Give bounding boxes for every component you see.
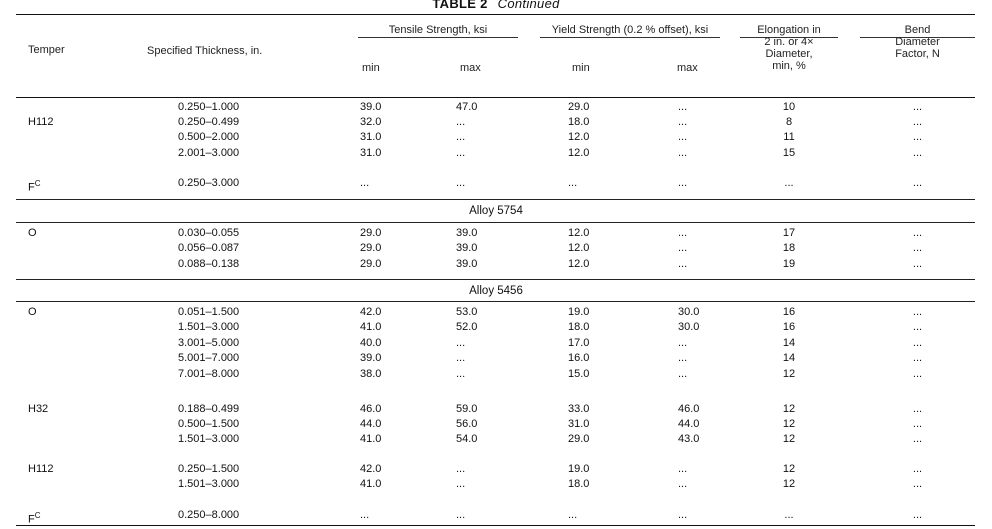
cell-elongation: 17: [782, 227, 796, 239]
cell-yield-min: 18.0: [568, 478, 590, 490]
cell-yield-min: 33.0: [568, 403, 590, 415]
cell-yield-max: ...: [678, 258, 688, 270]
cell-yield-min: ...: [568, 177, 578, 189]
cell-elongation: 10: [782, 101, 796, 113]
temper-value: O: [28, 227, 37, 239]
cell-bend-factor: ...: [912, 177, 923, 189]
yield-underline: [540, 37, 720, 38]
cell-yield-max: 30.0: [678, 306, 700, 318]
temper-label: [28, 463, 53, 476]
cell-yield-max: ...: [678, 147, 688, 159]
cell-yield-min: 16.0: [568, 352, 590, 364]
table-title-continued: Continued: [497, 0, 560, 11]
cell-elongation: 15: [782, 147, 796, 159]
cell-tensile-max: 52.0: [456, 321, 478, 333]
cell-tensile-min: 29.0: [360, 227, 382, 239]
cell-tensile-max: 39.0: [456, 242, 478, 254]
cell-tensile-min: 40.0: [360, 337, 382, 349]
cell-yield-min: 17.0: [568, 337, 590, 349]
cell-bend-factor: ...: [912, 418, 923, 430]
header-yield: Yield Strength (0.2 % offset), ksi: [551, 24, 709, 36]
cell-tensile-max: 59.0: [456, 403, 478, 415]
cell-thickness: 0.500–1.500: [178, 418, 240, 430]
temper-label: [28, 509, 41, 527]
cell-yield-min: 29.0: [568, 433, 590, 445]
cell-yield-max: ...: [678, 177, 688, 189]
cell-elongation: ...: [784, 177, 794, 189]
cell-yield-max: 44.0: [678, 418, 700, 430]
cell-yield-max: 46.0: [678, 403, 700, 415]
cell-thickness: 1.501–3.000: [178, 321, 240, 333]
temper-footnote-marker: C: [34, 511, 41, 520]
cell-yield-max: ...: [678, 242, 688, 254]
cell-yield-min: 31.0: [568, 418, 590, 430]
cell-thickness: 0.500–2.000: [178, 131, 240, 143]
cell-tensile-min: 41.0: [360, 478, 382, 490]
cell-bend-factor: ...: [912, 463, 923, 475]
cell-tensile-max: ...: [456, 352, 466, 364]
cell-yield-min: 12.0: [568, 131, 590, 143]
cell-elongation: 14: [782, 352, 796, 364]
cell-bend-factor: ...: [912, 509, 923, 521]
header-temper: Temper: [28, 44, 65, 56]
cell-thickness: 0.056–0.087: [178, 242, 240, 254]
cell-elongation: 14: [782, 337, 796, 349]
header-elong-line-3: Diameter,: [765, 48, 813, 60]
cell-yield-max: ...: [678, 337, 688, 349]
cell-tensile-min: 41.0: [360, 321, 382, 333]
cell-tensile-min: ...: [360, 509, 370, 521]
cell-tensile-max: 54.0: [456, 433, 478, 445]
header-bend-line-2: Diameter: [895, 36, 940, 48]
cell-yield-max: ...: [678, 509, 688, 521]
cell-tensile-max: 39.0: [456, 227, 478, 239]
cell-tensile-max: ...: [456, 177, 466, 189]
cell-thickness: 0.250–1.500: [178, 463, 240, 475]
cell-yield-max: ...: [678, 368, 688, 380]
temper-value: F: [28, 513, 35, 526]
cell-tensile-max: ...: [456, 463, 466, 475]
cell-elongation: 8: [785, 116, 793, 128]
temper-value: H112: [28, 116, 54, 128]
alloy-heading: Alloy 5754: [469, 205, 523, 217]
cell-elongation: 19: [782, 258, 796, 270]
cell-bend-factor: ...: [912, 258, 923, 270]
cell-yield-max: 30.0: [678, 321, 700, 333]
temper-value: H32: [28, 403, 49, 415]
alloy-heading: Alloy 5456: [469, 285, 523, 297]
cell-yield-max: ...: [678, 101, 688, 113]
cell-bend-factor: ...: [912, 403, 923, 415]
cell-tensile-max: ...: [456, 509, 466, 521]
cell-yield-min: 18.0: [568, 116, 590, 128]
cell-yield-max: 43.0: [678, 433, 700, 445]
cell-tensile-min: 32.0: [360, 116, 382, 128]
table-title: [0, 0, 992, 11]
cell-elongation: 12: [782, 433, 796, 445]
cell-elongation: 12: [782, 368, 796, 380]
cell-thickness: 2.001–3.000: [178, 147, 240, 159]
temper-label: [28, 116, 53, 129]
header-bend-line-3: Factor, N: [895, 48, 940, 60]
cell-tensile-min: 42.0: [360, 463, 382, 475]
cell-bend-factor: ...: [912, 147, 923, 159]
cell-elongation: 12: [782, 403, 796, 415]
cell-yield-max: ...: [678, 131, 688, 143]
cell-tensile-min: 29.0: [360, 258, 382, 270]
cell-thickness: 1.501–3.000: [178, 433, 240, 445]
cell-thickness: 5.001–7.000: [178, 352, 240, 364]
temper-footnote-marker: C: [34, 179, 41, 188]
cell-elongation: 12: [782, 418, 796, 430]
cell-tensile-min: 46.0: [360, 403, 382, 415]
temper-value: O: [28, 306, 37, 318]
cell-tensile-max: ...: [456, 368, 466, 380]
header-bend-line-1: Bend: [904, 24, 931, 36]
cell-tensile-max: ...: [456, 478, 466, 490]
cell-yield-max: ...: [678, 116, 688, 128]
cell-elongation: 11: [783, 131, 795, 143]
header-yield-max: max: [677, 62, 698, 74]
cell-thickness: 7.001–8.000: [178, 368, 240, 380]
cell-yield-max: ...: [678, 227, 688, 239]
cell-tensile-min: ...: [360, 177, 370, 189]
cell-bend-factor: ...: [912, 368, 923, 380]
cell-thickness: 3.001–5.000: [178, 337, 240, 349]
cell-yield-min: 19.0: [568, 463, 590, 475]
cell-tensile-max: 53.0: [456, 306, 478, 318]
cell-tensile-min: 31.0: [360, 147, 382, 159]
header-elongation: [740, 24, 838, 72]
cell-tensile-min: 39.0: [360, 352, 382, 364]
cell-thickness: 0.250–0.499: [178, 116, 240, 128]
section-separator-rule: [16, 279, 975, 280]
cell-yield-min: 18.0: [568, 321, 590, 333]
cell-tensile-min: 42.0: [360, 306, 382, 318]
cell-yield-min: 15.0: [568, 368, 590, 380]
cell-bend-factor: ...: [912, 242, 923, 254]
cell-tensile-min: 41.0: [360, 433, 382, 445]
cell-bend-factor: ...: [912, 131, 923, 143]
cell-yield-min: 12.0: [568, 227, 590, 239]
cell-bend-factor: ...: [912, 478, 923, 490]
header-elong-line-2: 2 in. or 4×: [764, 36, 814, 48]
cell-yield-min: 29.0: [568, 101, 590, 113]
header-bend: [860, 24, 975, 60]
cell-yield-max: ...: [678, 463, 688, 475]
cell-bend-factor: ...: [912, 227, 923, 239]
cell-tensile-max: 39.0: [456, 258, 478, 270]
temper-label: [28, 306, 37, 319]
cell-bend-factor: ...: [912, 337, 923, 349]
cell-bend-factor: ...: [912, 321, 923, 333]
cell-yield-min: 12.0: [568, 258, 590, 270]
header-thickness: Specified Thickness, in.: [147, 45, 263, 57]
cell-tensile-min: 29.0: [360, 242, 382, 254]
cell-thickness: 0.250–1.000: [178, 101, 240, 113]
tensile-underline: [358, 37, 518, 38]
cell-elongation: ...: [784, 509, 794, 521]
cell-bend-factor: ...: [912, 306, 923, 318]
temper-label: [28, 403, 48, 416]
temper-value: F: [28, 181, 35, 194]
cell-tensile-max: 56.0: [456, 418, 478, 430]
temper-label: [28, 227, 37, 240]
cell-tensile-min: 38.0: [360, 368, 382, 380]
cell-yield-min: ...: [568, 509, 578, 521]
cell-tensile-max: ...: [456, 131, 466, 143]
cell-bend-factor: ...: [912, 433, 923, 445]
cell-yield-min: 12.0: [568, 242, 590, 254]
bottom-rule: [16, 525, 975, 526]
cell-bend-factor: ...: [912, 352, 923, 364]
cell-tensile-max: ...: [456, 116, 466, 128]
cell-elongation: 12: [782, 463, 796, 475]
alloy-heading-rule: [16, 222, 975, 223]
header-elong-line-1: Elongation in: [757, 24, 821, 36]
cell-elongation: 16: [782, 321, 796, 333]
cell-tensile-min: 39.0: [360, 101, 382, 113]
cell-bend-factor: ...: [912, 101, 923, 113]
cell-tensile-max: 47.0: [456, 101, 478, 113]
cell-thickness: 0.030–0.055: [178, 227, 240, 239]
cell-thickness: 0.188–0.499: [178, 403, 240, 415]
header-tensile-max: max: [460, 62, 481, 74]
top-rule: [16, 14, 975, 15]
cell-thickness: 0.250–8.000: [178, 509, 240, 521]
cell-bend-factor: ...: [912, 116, 923, 128]
cell-elongation: 18: [782, 242, 796, 254]
cell-yield-min: 19.0: [568, 306, 590, 318]
section-separator-rule: [16, 199, 975, 200]
cell-elongation: 16: [782, 306, 796, 318]
header-tensile-min: min: [362, 62, 380, 74]
cell-thickness: 1.501–3.000: [178, 478, 240, 490]
header-yield-min: min: [572, 62, 590, 74]
temper-value: H112: [28, 463, 54, 475]
cell-tensile-max: ...: [456, 147, 466, 159]
header-tensile: Tensile Strength, ksi: [388, 24, 488, 36]
header-bottom-rule: [16, 97, 975, 98]
cell-tensile-max: ...: [456, 337, 466, 349]
cell-elongation: 12: [782, 478, 796, 490]
temper-label: [28, 177, 41, 195]
cell-yield-max: ...: [678, 352, 688, 364]
cell-yield-min: 12.0: [568, 147, 590, 159]
cell-thickness: 0.250–3.000: [178, 177, 240, 189]
cell-thickness: 0.088–0.138: [178, 258, 240, 270]
table-title-main: TABLE 2: [432, 0, 488, 11]
cell-thickness: 0.051–1.500: [178, 306, 240, 318]
cell-yield-max: ...: [678, 478, 688, 490]
cell-tensile-min: 44.0: [360, 418, 382, 430]
cell-tensile-min: 31.0: [360, 131, 382, 143]
alloy-heading-rule: [16, 301, 975, 302]
header-elong-line-4: min, %: [772, 60, 806, 72]
